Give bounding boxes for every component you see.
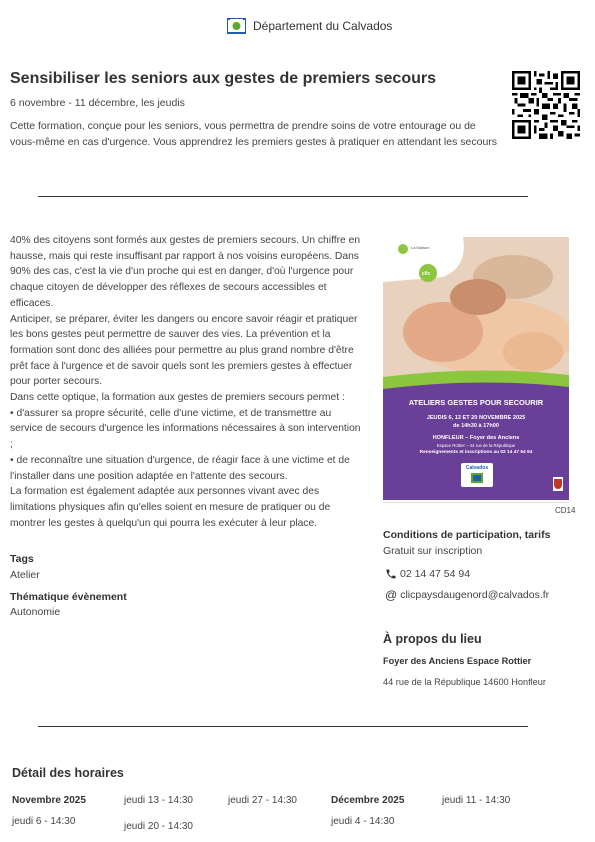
qr-code[interactable] <box>512 71 580 139</box>
description-bullet: • d'assurer sa propre sécurité, celle d'une victime, et de transmettre au service de secours d'urgence les informations nécessaires à son intervention ; <box>10 407 361 451</box>
poster-image <box>383 237 569 500</box>
event-title: Sensibiliser les seniors aux gestes de premiers secours <box>10 70 436 87</box>
divider-top <box>38 196 528 197</box>
schedule-day: jeudi 11 - 14:30 <box>442 795 511 806</box>
poster-hours: de 14h30 à 17h00 <box>452 423 500 429</box>
event-intro: Cette formation, conçue pour les seniors, vous permettra de prendre soins de votre entourage ou de vous-même en cas d'urgence. Vous apprendrez les premiers gestes à pratiquer en attendant les secours <box>10 120 498 148</box>
schedule-month-november: Novembre 2025 <box>12 795 86 806</box>
phone-icon <box>385 568 397 580</box>
schedule-day: jeudi 6 - 14:30 <box>12 816 76 827</box>
venue-address: 44 rue de la République 14600 Honfleur <box>383 677 546 687</box>
conditions-value: Gratuit sur inscription <box>383 545 483 557</box>
contact-email[interactable] <box>385 589 549 601</box>
venue-name: Foyer des Anciens Espace Rottier <box>383 656 532 666</box>
poster-brand: Calvados <box>465 465 489 471</box>
tags-label: Tags <box>10 553 34 565</box>
venue-title: À propos du lieu <box>383 632 482 646</box>
description-paragraph: 40% des citoyens sont formés aux gestes de premiers secours. Un chiffre en hausse, mais qui reste insuffisant par rapport à nos voisins européens. Dans 90% des cas, c'est la vie d'un proche qui est en danger, d'où l'urgence pour chaque citoyen de développer des réflexes de secours accessibles et efficaces. <box>10 235 361 309</box>
poster-info: Renseignements et inscriptions au 02 14 47 54 94 <box>419 450 533 455</box>
event-poster[interactable] <box>383 237 569 500</box>
event-description <box>10 233 366 531</box>
schedule-month-december: Décembre 2025 <box>331 795 405 806</box>
schedule-day: jeudi 20 - 14:30 <box>124 821 193 832</box>
calvados-logo-icon <box>227 18 246 34</box>
poster-headline: ATELIERS GESTES POUR SECOURIR <box>408 398 544 407</box>
schedule-day: jeudi 4 - 14:30 <box>331 816 395 827</box>
email-address[interactable]: clicpaysdaugenord@calvados.fr <box>400 589 550 601</box>
contact-phone[interactable] <box>385 568 470 580</box>
description-paragraph: Anticiper, se préparer, éviter les dangers ou encore savoir réagir et pratiquer les bons gestes peut permettre de sauver des vies. La prévention et la formation sont donc des alliées pour permettre au plus grand nombre d'être prêt face à l'urgence et de savoir quels sont les premiers gestes à effectuer pour porter secours. <box>10 313 358 388</box>
calvados-mark-icon <box>471 473 483 483</box>
theme-label: Thématique évènement <box>10 591 127 603</box>
poster-dates: JEUDIS 6, 13 ET 20 NOVEMBRE 2025 <box>426 415 526 421</box>
poster-caption: CD14 <box>555 506 576 515</box>
theme-value: Autonomie <box>10 606 61 618</box>
event-dates: 6 novembre - 11 décembre, les jeudis <box>10 97 185 109</box>
department-header <box>227 18 392 34</box>
description-paragraph: Dans cette optique, la formation aux gestes de premiers secours permet : <box>10 392 345 404</box>
at-icon: @ <box>385 588 398 602</box>
poster-divider <box>383 502 569 503</box>
schedule-day: jeudi 13 - 14:30 <box>124 795 193 806</box>
schedule-title: Détail des horaires <box>12 766 124 780</box>
svg-text:clic: clic <box>422 271 431 277</box>
divider-bottom <box>38 726 528 727</box>
description-paragraph: La formation est également adaptée aux personnes vivant avec des limitations physiques afin qu'elles soient en mesure de pratiquer ou de montrer les gestes à quelqu'un qui pourra les exécuter à leur place. <box>10 486 331 529</box>
description-bullet: • de reconnaître une situation d'urgence, de réagir face à une victime et de l'installer dans une position adaptée en l'attente des secours. <box>10 454 350 482</box>
schedule-day: jeudi 27 - 14:30 <box>228 795 297 806</box>
phone-number[interactable]: 02 14 47 54 94 <box>400 568 471 580</box>
poster-address: Espace Rottier – 44 rue de la République <box>436 443 516 448</box>
poster-place: HONFLEUR – Foyer des Anciens <box>432 435 520 441</box>
honfleur-crest-icon <box>553 477 563 491</box>
department-name: Département du Calvados <box>253 19 393 33</box>
conditions-title: Conditions de participation, tarifs <box>383 529 551 541</box>
tags-value[interactable]: Atelier <box>10 569 40 581</box>
svg-text:La Maison: La Maison <box>411 245 430 250</box>
poster-calvados-logo <box>461 463 493 487</box>
